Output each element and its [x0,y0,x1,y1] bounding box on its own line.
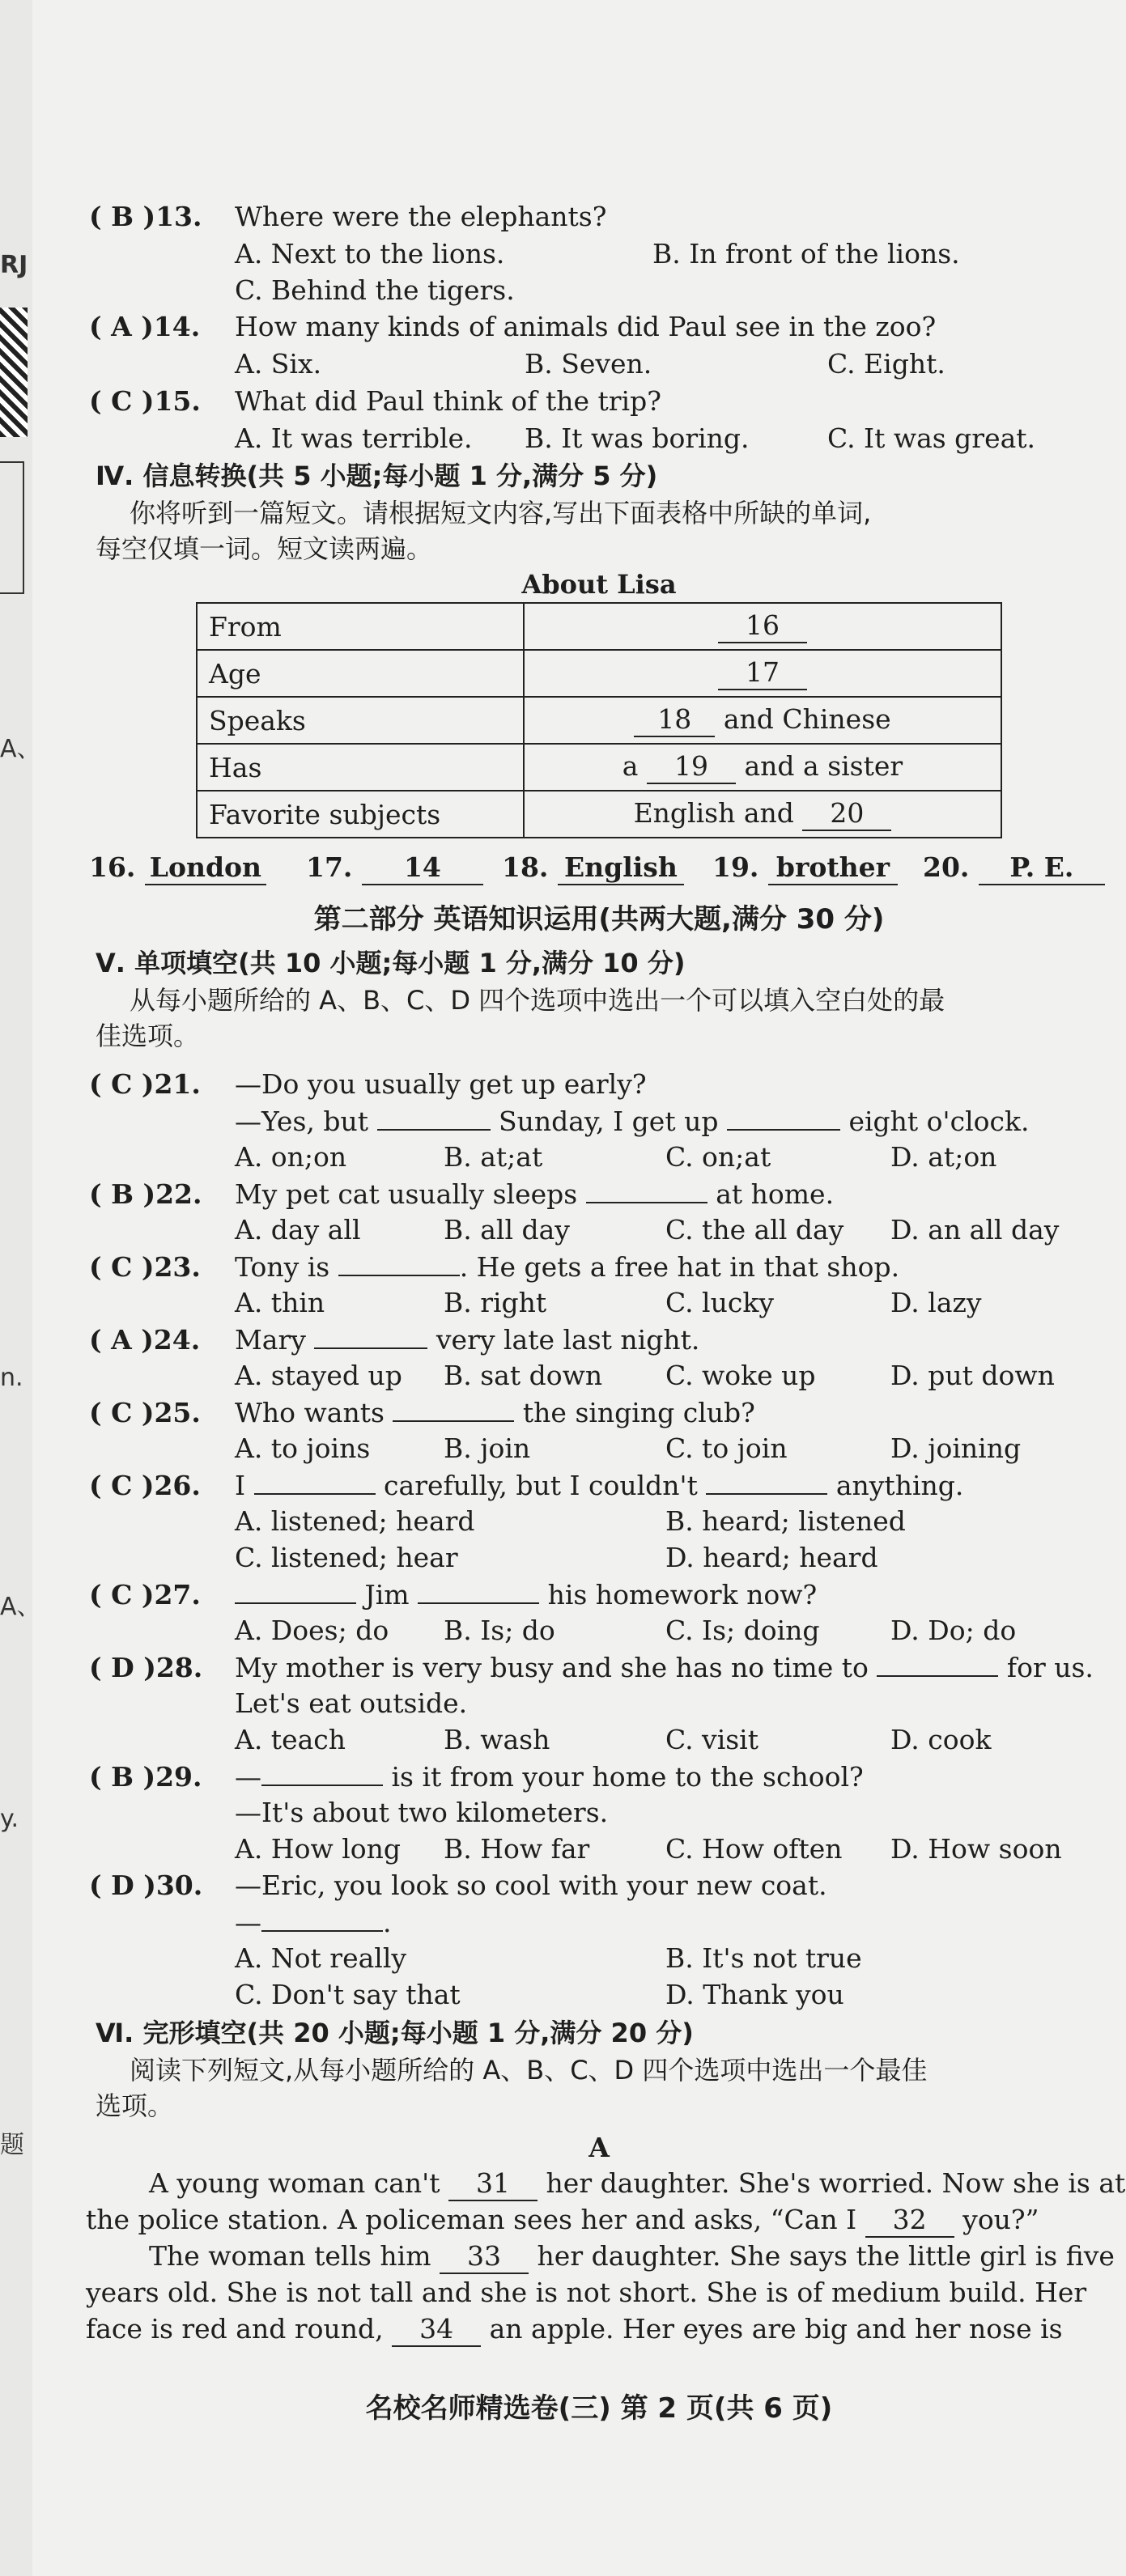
option-d: D. at;on [890,1141,997,1173]
option-a: A. listened; heard [235,1505,475,1537]
option-b: B. Is; do [444,1615,555,1646]
passage-line: A young woman can't 31 her daughter. She's worried. Now she is at [149,2166,1125,2201]
section-6-title: Ⅵ. 完形填空(共 20 小题;每小题 1 分,满分 20 分) [96,2018,694,2048]
question-13: ( B )13. Where were the elephants? [89,201,607,232]
question-30: ( D )30. —Eric, you look so cool with your new coat. [89,1869,827,1901]
question-29: ( B )29. — is it from your home to the school? [89,1759,864,1795]
passage-line: face is red and round, 34 an apple. Her eyes are big and her nose is [86,2311,1063,2347]
option-b: B. heard; listened [665,1505,906,1537]
option-d: D. put down [890,1360,1055,1391]
option-a: A. Next to the lions. [235,238,505,269]
margin-mark: A、 [0,735,41,763]
option-c: C. to join [665,1432,788,1464]
option-b: B. at;at [444,1141,543,1173]
question-21-reply: —Yes, but Sunday, I get up eight o'clock. [235,1103,1030,1139]
option-b: B. sat down [444,1360,603,1391]
passage-line: the police station. A policeman sees her and asks, “Can I 32 you?” [86,2202,1039,2238]
answer-16: 16. London [89,850,266,885]
option-d: D. lazy [890,1287,982,1318]
answer-18: 18. English [502,850,684,885]
option-a: A. teach [235,1724,346,1755]
table-title: About Lisa [521,569,677,600]
answer-19: 19. brother [712,850,898,885]
question-24: ( A )24. Mary very late last night. [89,1322,699,1358]
option-d: D. cook [890,1724,992,1755]
option-a: A. Six. [235,348,322,380]
answer-20: 20. P. E. [923,850,1105,885]
question-23: ( C )23. Tony is . He gets a free hat in that shop. [89,1249,899,1285]
option-a: A. on;on [235,1141,347,1173]
margin-rj-label: RJ [0,251,28,279]
option-a: A. day all [235,1214,361,1246]
option-a: A. How long [235,1833,401,1865]
question-28: ( D )28. My mother is very busy and she has no time to for us. [89,1649,1094,1686]
option-b: B. In front of the lions. [652,238,960,269]
option-c: C. Behind the tigers. [235,274,515,306]
option-b: B. right [444,1287,547,1318]
option-d: D. heard; heard [665,1542,878,1573]
section-4-instruction: 你将听到一篇短文。请根据短文内容,写出下面表格中所缺的单词, [130,498,872,528]
option-c: C. visit [665,1724,759,1755]
margin-mark: n. [0,1364,23,1392]
option-d: D. joining [890,1432,1022,1464]
table-row: From 16 [197,603,1001,650]
question-26: ( C )26. I carefully, but I couldn't anything. [89,1467,963,1504]
question-21: ( C )21. —Do you usually get up early? [89,1068,647,1100]
part-2-heading: 第二部分 英语知识运用(共两大题,满分 30 分) [313,903,885,936]
option-c: C. How often [665,1833,843,1865]
option-b: B. Seven. [525,348,652,380]
option-c: C. listened; hear [235,1542,458,1573]
question-15: ( C )15. What did Paul think of the trip? [89,385,661,417]
option-d: D. an all day [890,1214,1060,1246]
option-d: D. Thank you [665,1979,844,2010]
info-table [196,602,1002,838]
binding-margin [0,0,41,2576]
option-a: A. stayed up [235,1360,402,1391]
passage-line: The woman tells him 33 her daughter. She says the little girl is five [149,2239,1115,2274]
question-14: ( A )14. How many kinds of animals did Paul see in the zoo? [89,311,937,342]
question-29-line2: —It's about two kilometers. [235,1797,609,1828]
table-row: Favorite subjects English and 20 [197,791,1001,838]
question-30-reply: — . [235,1904,392,1941]
section-5-instruction: 从每小题所给的 A、B、C、D 四个选项中选出一个可以填入空白处的最 [130,985,945,1016]
passage-line: years old. She is not tall and she is not short. She is of medium build. Her [86,2277,1087,2308]
section-6-instruction: 选项。 [96,2090,174,2121]
margin-mark: A、 [0,1593,41,1621]
answer-17: 17. 14 [306,850,483,885]
option-c: C. lucky [665,1287,774,1318]
section-4-instruction: 每空仅填一词。短文读两遍。 [96,533,433,564]
option-b: B. all day [444,1214,570,1246]
margin-mark: 题 [0,2131,24,2159]
section-5-title: Ⅴ. 单项填空(共 10 小题;每小题 1 分,满分 10 分) [96,948,686,978]
option-b: B. wash [444,1724,550,1755]
section-6-instruction: 阅读下列短文,从每小题所给的 A、B、C、D 四个选项中选出一个最佳 [130,2055,928,2086]
option-b: B. It was boring. [525,422,750,454]
option-c: C. on;at [665,1141,771,1173]
option-b: B. It's not true [665,1942,862,1974]
page-footer: 名校名师精选卷(三) 第 2 页(共 6 页) [365,2392,833,2425]
table-row: Has a 19 and a sister [197,744,1001,791]
option-d: D. How soon [890,1833,1062,1865]
option-a: A. to joins [235,1432,371,1464]
option-c: C. Don't say that [235,1979,461,2010]
option-a: A. thin [235,1287,325,1318]
section-5-instruction: 佳选项。 [96,1021,200,1051]
qr-code-icon [0,308,28,437]
question-22: ( B )22. My pet cat usually sleeps at home. [89,1176,834,1212]
passage-heading: A [588,2132,610,2163]
option-a: A. Not really [235,1942,407,1974]
option-b: B. join [444,1432,531,1464]
option-b: B. How far [444,1833,590,1865]
table-row: Age 17 [197,650,1001,697]
question-28-line2: Let's eat outside. [235,1687,468,1719]
option-a: A. It was terrible. [235,422,473,454]
margin-mark: y. [0,1805,19,1833]
option-a: A. Does; do [235,1615,389,1646]
section-4-title: Ⅳ. 信息转换(共 5 小题;每小题 1 分,满分 5 分) [96,460,658,491]
option-c: C. woke up [665,1360,816,1391]
option-c: C. Eight. [827,348,945,380]
option-c: C. It was great. [827,422,1036,454]
question-25: ( C )25. Who wants the singing club? [89,1394,755,1431]
table-row: Speaks 18 and Chinese [197,697,1001,744]
question-27: ( C )27. Jim his homework now? [89,1577,817,1613]
option-d: D. Do; do [890,1615,1017,1646]
option-c: C. Is; doing [665,1615,820,1646]
option-c: C. the all day [665,1214,844,1246]
